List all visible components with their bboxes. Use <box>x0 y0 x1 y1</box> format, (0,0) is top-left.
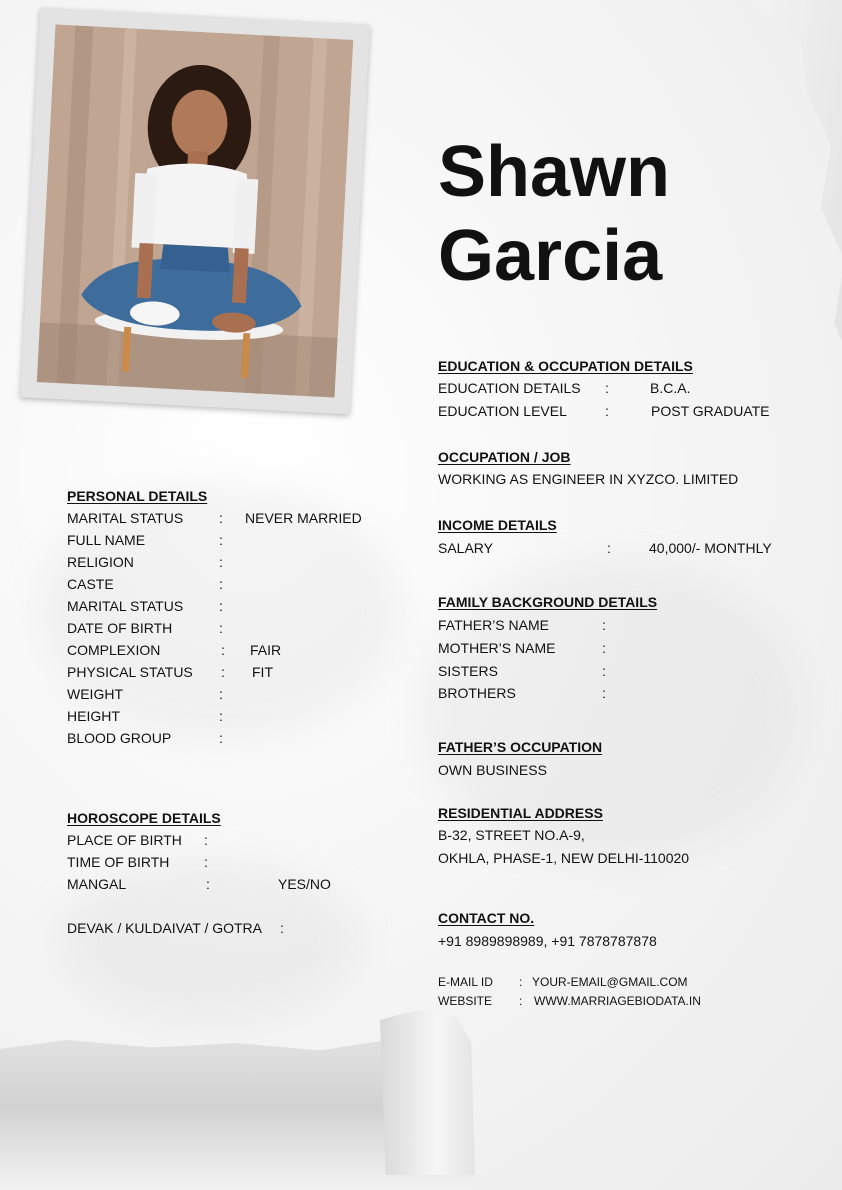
torn-paper-strip <box>380 1010 475 1175</box>
salary-label: SALARY <box>438 540 493 556</box>
religion-label: RELIGION <box>67 554 134 570</box>
education-level-label: EDUCATION LEVEL <box>438 403 567 419</box>
marital-status-label: MARITAL STATUS <box>67 510 184 526</box>
email-value[interactable]: YOUR-EMAIL@GMAIL.COM <box>532 975 688 989</box>
blood-group-sep: : <box>219 730 223 746</box>
caste-sep: : <box>219 576 223 592</box>
date-of-birth-label: DATE OF BIRTH <box>67 620 173 636</box>
blood-group-label: BLOOD GROUP <box>67 730 172 746</box>
income-heading: INCOME DETAILS <box>438 517 557 533</box>
sisters-sep: : <box>602 663 606 679</box>
gotra-sep: : <box>280 920 284 936</box>
place-of-birth-label: PLACE OF BIRTH <box>67 832 182 848</box>
marital-status-sep: : <box>219 510 223 526</box>
last-name: Garcia <box>438 216 663 296</box>
personal-details-heading: PERSONAL DETAILS <box>67 488 208 504</box>
mangal-sep: : <box>206 876 210 892</box>
occupation-value: WORKING AS ENGINEER IN XYZCO. LIMITED <box>438 471 739 487</box>
address-line-1: B-32, STREET NO.A-9, <box>438 827 585 843</box>
fathers-name-sep: : <box>602 617 606 633</box>
salary-value: 40,000/- MONTHLY <box>649 540 772 556</box>
email-label: E-MAIL ID <box>438 975 493 989</box>
height-sep: : <box>219 708 223 724</box>
marital-status-2-sep: : <box>219 598 223 614</box>
first-name: Shawn <box>438 132 671 212</box>
marital-status-value: NEVER MARRIED <box>245 510 362 526</box>
salary-sep: : <box>607 540 611 556</box>
marital-status-2-label: MARITAL STATUS <box>67 598 184 614</box>
height-label: HEIGHT <box>67 708 120 724</box>
email-sep: : <box>519 975 523 989</box>
horoscope-details-heading: HOROSCOPE DETAILS <box>67 810 221 826</box>
brothers-label: BROTHERS <box>438 685 516 701</box>
mangal-value: YES/NO <box>278 876 331 892</box>
complexion-label: COMPLEXION <box>67 642 161 658</box>
website-value[interactable]: WWW.MARRIAGEBIODATA.IN <box>534 994 701 1008</box>
profile-photo <box>37 24 353 397</box>
education-level-value: POST GRADUATE <box>651 403 770 419</box>
gotra-label: DEVAK / KULDAIVAT / GOTRA <box>67 920 263 936</box>
contact-heading: CONTACT NO. <box>438 910 535 926</box>
brothers-sep: : <box>602 685 606 701</box>
mothers-name-sep: : <box>602 640 606 656</box>
fathers-name-label: FATHER’S NAME <box>438 617 549 633</box>
place-of-birth-sep: : <box>204 832 208 848</box>
education-heading: EDUCATION & OCCUPATION DETAILS <box>438 358 693 374</box>
address-line-2: OKHLA, PHASE-1, NEW DELHI-110020 <box>438 850 690 866</box>
education-level-sep: : <box>605 403 609 419</box>
religion-sep: : <box>219 554 223 570</box>
family-heading: FAMILY BACKGROUND DETAILS <box>438 594 658 610</box>
website-sep: : <box>519 994 523 1008</box>
mangal-label: MANGAL <box>67 876 127 892</box>
candidate-name <box>438 130 670 298</box>
education-details-value: B.C.A. <box>650 380 691 396</box>
physical-status-sep: : <box>221 664 225 680</box>
physical-status-label: PHYSICAL STATUS <box>67 664 193 680</box>
full-name-label: FULL NAME <box>67 532 146 548</box>
physical-status-value: FIT <box>252 664 273 680</box>
address-heading: RESIDENTIAL ADDRESS <box>438 805 603 821</box>
time-of-birth-sep: : <box>204 854 208 870</box>
fathers-occupation-value: OWN BUSINESS <box>438 762 547 778</box>
weight-label: WEIGHT <box>67 686 123 702</box>
full-name-sep: : <box>219 532 223 548</box>
date-of-birth-sep: : <box>219 620 223 636</box>
education-details-sep: : <box>605 380 609 396</box>
torn-paper-edge-right <box>712 0 842 520</box>
complexion-value: FAIR <box>250 642 282 658</box>
weight-sep: : <box>219 686 223 702</box>
contact-value: +91 8989898989, +91 7878787878 <box>438 933 657 949</box>
website-label: WEBSITE <box>438 994 493 1008</box>
profile-photo-frame <box>20 8 370 415</box>
occupation-heading: OCCUPATION / JOB <box>438 449 571 465</box>
education-details-label: EDUCATION DETAILS <box>438 380 581 396</box>
mothers-name-label: MOTHER’S NAME <box>438 640 556 656</box>
complexion-sep: : <box>221 642 225 658</box>
time-of-birth-label: TIME OF BIRTH <box>67 854 170 870</box>
fathers-occupation-heading: FATHER’S OCCUPATION <box>438 739 603 755</box>
sisters-label: SISTERS <box>438 663 498 679</box>
caste-label: CASTE <box>67 576 114 592</box>
